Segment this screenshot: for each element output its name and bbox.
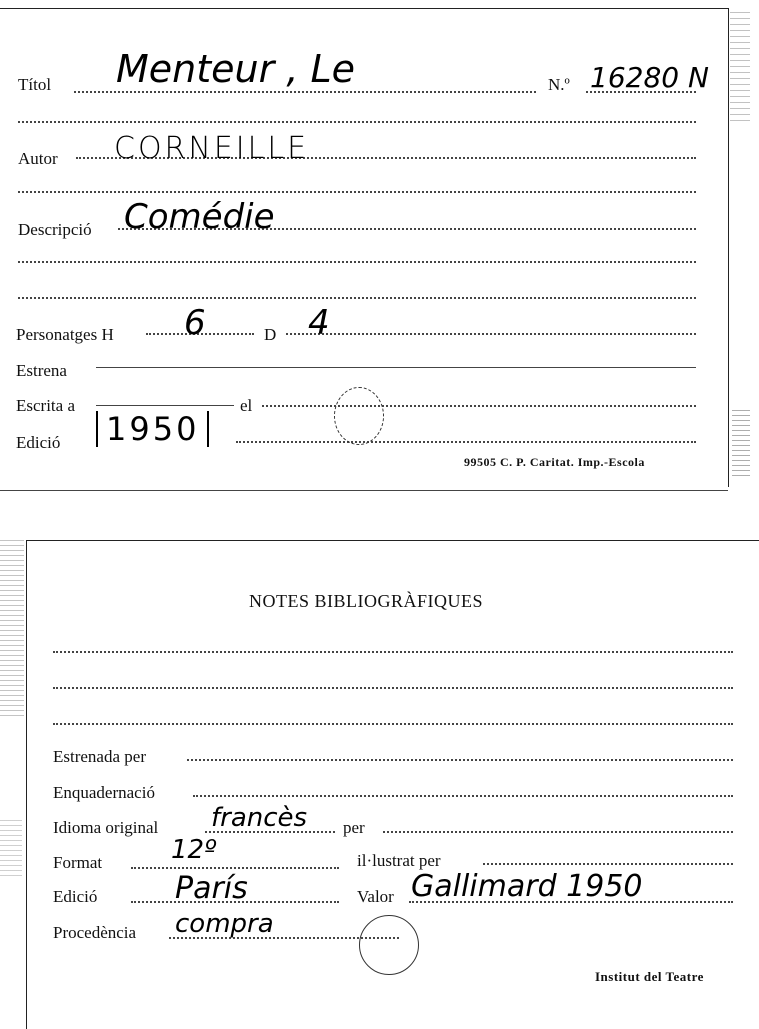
blank-line — [18, 121, 696, 123]
printer-imprint: 99505 C. P. Caritat. Imp.-Escola — [464, 455, 645, 469]
by-label: per — [343, 818, 365, 837]
premiered-by-label: Estrenada per — [53, 747, 146, 766]
title-line — [74, 91, 536, 93]
card-separator — [0, 490, 728, 491]
characters-label: Personatges H — [16, 325, 114, 344]
blank-line — [53, 723, 733, 725]
written-label: Escrita a — [16, 396, 75, 415]
blank-line — [53, 651, 733, 653]
origin-label: Procedència — [53, 923, 137, 942]
illustrated-label: il·lustrat per — [357, 851, 441, 870]
title-label: Títol — [18, 75, 52, 94]
scan-noise — [0, 540, 24, 720]
edition-label: Edició — [16, 433, 61, 452]
original-language-label: Idioma original — [53, 818, 159, 837]
author-value: CORNEILLE — [114, 131, 310, 166]
blank-line — [53, 687, 733, 689]
written-line — [96, 405, 234, 406]
written-in-label: el — [240, 396, 253, 415]
scan-noise — [732, 410, 750, 480]
stamp-circle — [334, 387, 384, 445]
blank-line — [18, 191, 696, 193]
origin-value: compra — [175, 909, 274, 939]
scan-noise — [0, 820, 22, 880]
catalog-card-front — [0, 8, 729, 487]
description-label: Descripció — [18, 220, 92, 239]
format-line — [131, 867, 339, 869]
stamp-circle — [359, 915, 419, 975]
format-label: Format — [53, 853, 103, 872]
premiere-line — [96, 367, 696, 368]
original-language-value: francès — [211, 803, 308, 833]
back-edition-value: París — [175, 871, 248, 906]
premiere-label: Estrena — [16, 361, 67, 380]
format-value: 12º — [171, 835, 217, 865]
catalog-card-back — [26, 540, 759, 1029]
number-line — [586, 91, 696, 93]
characters-h-value: 6 — [184, 303, 206, 343]
institution-imprint: Institut del Teatre — [595, 969, 704, 984]
description-value: Comédie — [124, 197, 275, 237]
characters-d-value: 4 — [308, 303, 330, 343]
value-value: Gallimard 1950 — [411, 869, 643, 904]
number-value: 16280 N — [590, 61, 709, 94]
blank-line — [18, 261, 696, 263]
characters-d-label: D — [264, 325, 277, 344]
author-label: Autor — [18, 149, 58, 168]
illustrated-line — [483, 863, 733, 865]
characters-d-line — [286, 333, 696, 335]
written-in-line — [262, 405, 696, 407]
edition-line — [236, 441, 696, 443]
binding-line — [193, 795, 733, 797]
blank-line — [18, 297, 696, 299]
by-line — [383, 831, 733, 833]
number-label: N.º — [548, 75, 570, 94]
edition-value: 1950 — [96, 411, 209, 447]
value-label: Valor — [357, 887, 394, 906]
premiered-by-line — [187, 759, 733, 761]
scan-noise — [730, 12, 750, 122]
back-heading: NOTES BIBLIOGRÀFIQUES — [249, 591, 484, 611]
back-edition-label: Edició — [53, 887, 98, 906]
binding-label: Enquadernació — [53, 783, 155, 802]
title-value: Menteur , Le — [116, 47, 356, 91]
